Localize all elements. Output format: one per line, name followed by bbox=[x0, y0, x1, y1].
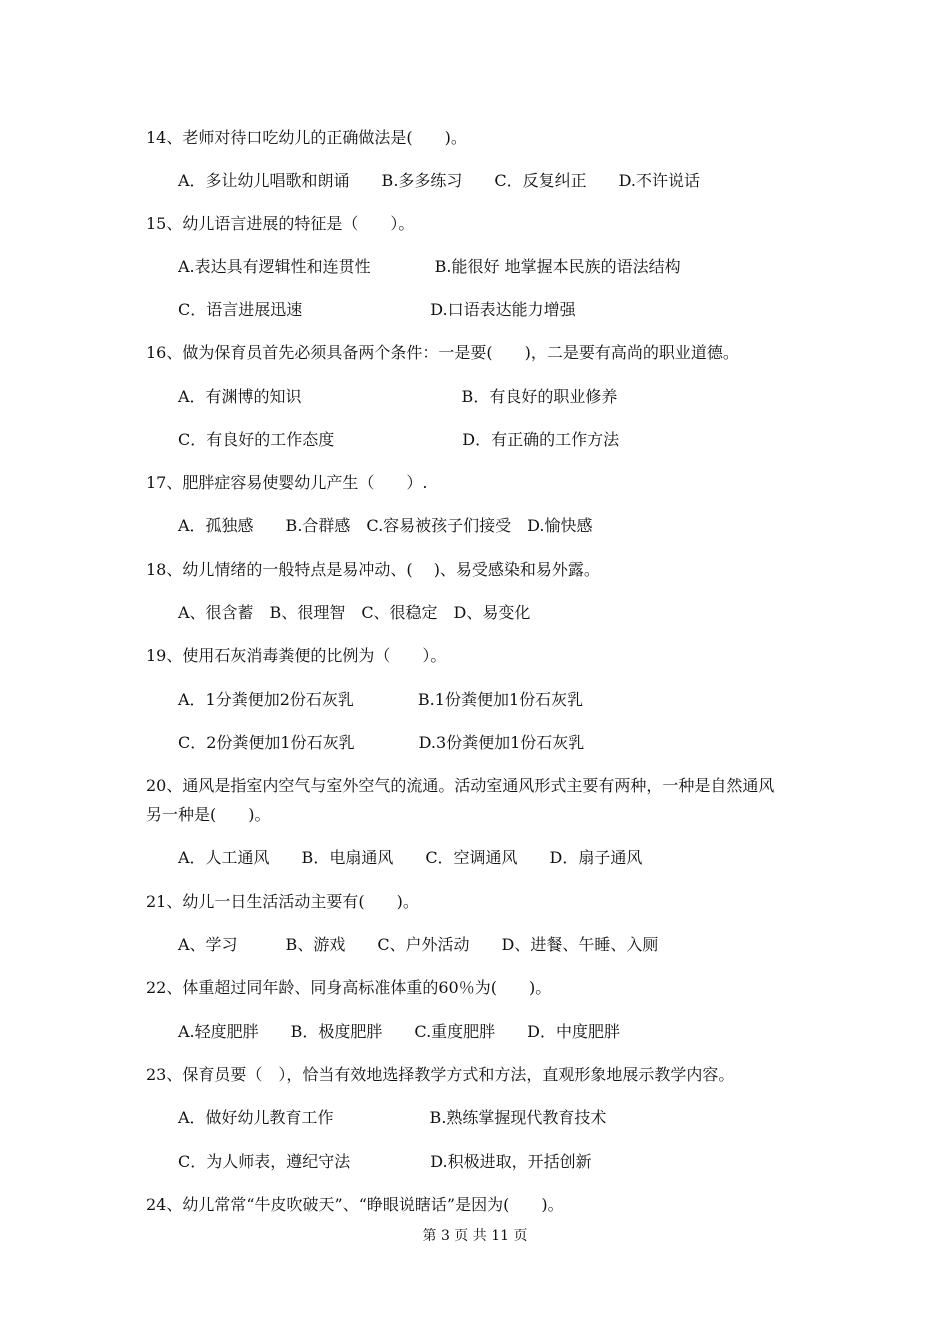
question-22: 22、体重超过同年龄、同身高标准体重的60％为( )。 bbox=[146, 978, 552, 997]
question-15-options-2: C．语言进展迅速 D.口语表达能力增强 bbox=[178, 300, 576, 319]
question-15-options-1: A.表达具有逻辑性和连贯性 B.能很好 地掌握本民族的语法结构 bbox=[178, 257, 681, 276]
question-23: 23、保育员要（ ），恰当有效地选择教学方式和方法，直观形象地展示教学内容。 bbox=[146, 1065, 735, 1084]
question-23-options-1: A．做好幼儿教育工作 B.熟练掌握现代教育技术 bbox=[178, 1108, 607, 1127]
question-22-options: A.轻度肥胖 B．极度肥胖 C.重度肥胖 D．中度肥胖 bbox=[178, 1022, 620, 1041]
question-21-options: A、学习 B、游戏 C、户外活动 D、进餐、午睡、入厕 bbox=[178, 935, 659, 954]
question-16-options-1: A．有渊博的知识 B．有良好的职业修养 bbox=[178, 387, 618, 406]
question-19-options-2: C．2份粪便加1份石灰乳 D.3份粪便加1份石灰乳 bbox=[178, 733, 585, 752]
page-footer: 第 3 页 共 11 页 bbox=[422, 1228, 528, 1244]
question-18: 18、幼儿情绪的一般特点是易冲动、( )、易受感染和易外露。 bbox=[146, 560, 600, 579]
question-24: 24、幼儿常常“牛皮吹破天”、“睁眼说瞎话”是因为( )。 bbox=[146, 1195, 564, 1214]
question-15: 15、幼儿语言进展的特征是（ ）。 bbox=[146, 214, 415, 233]
question-20-continued: 另一种是( )。 bbox=[146, 805, 271, 824]
question-17: 17、肥胖症容易使婴幼儿产生（ ）. bbox=[146, 473, 428, 492]
question-20: 20、通风是指室内空气与室外空气的流通。活动室通风形式主要有两种，一种是自然通风 bbox=[146, 776, 775, 795]
question-23-options-2: C．为人师表，遵纪守法 D.积极进取，开括创新 bbox=[178, 1152, 592, 1171]
question-19: 19、使用石灰消毒粪便的比例为（ ）。 bbox=[146, 646, 447, 665]
question-20-options: A．人工通风 B．电扇通风 C．空调通风 D．扇子通风 bbox=[178, 848, 643, 867]
question-14-options: A．多让幼儿唱歌和朗诵 B.多多练习 C．反复纠正 D.不许说话 bbox=[178, 171, 700, 190]
question-16: 16、做为保育员首先必须具备两个条件：一是要( )，二是要有高尚的职业道德。 bbox=[146, 343, 739, 362]
question-21: 21、幼儿一日生活活动主要有( )。 bbox=[146, 892, 419, 911]
question-16-options-2: C．有良好的工作态度 D．有正确的工作方法 bbox=[178, 430, 620, 449]
question-17-options: A．孤独感 B.合群感 C.容易被孩子们接受 D.愉快感 bbox=[178, 516, 593, 535]
question-19-options-1: A．1分粪便加2份石灰乳 B.1份粪便加1份石灰乳 bbox=[178, 690, 584, 709]
question-14: 14、老师对待口吃幼儿的正确做法是( )。 bbox=[146, 128, 467, 147]
question-18-options: A、很含蓄 B、很理智 C、很稳定 D、易变化 bbox=[178, 603, 531, 622]
